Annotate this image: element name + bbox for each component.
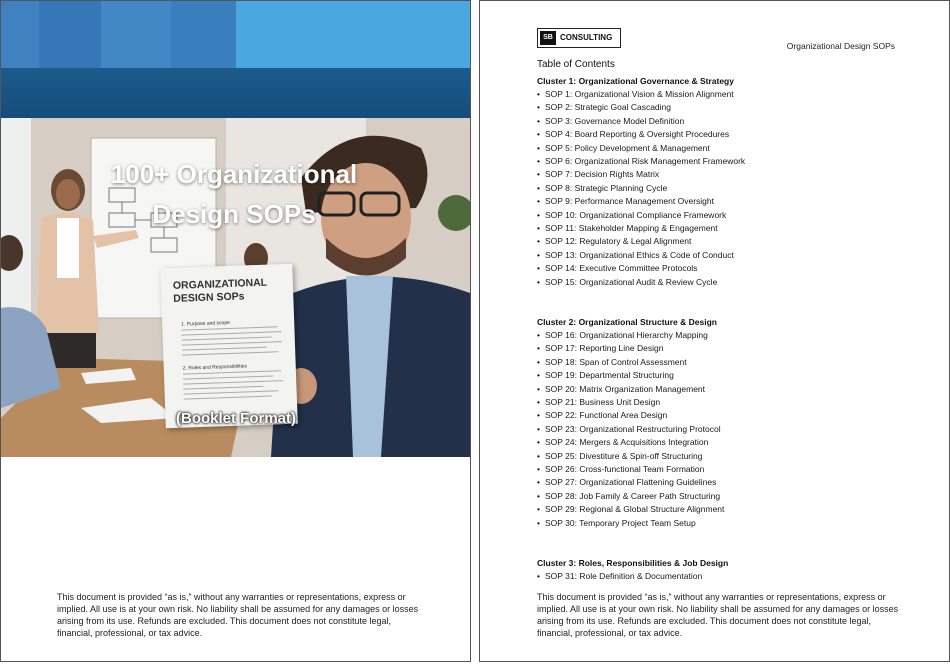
toc-item: • SOP 29: Regional & Global Structure Alignment xyxy=(537,503,917,516)
toc-item: • SOP 10: Organizational Compliance Framework xyxy=(537,209,917,222)
toc-item: • SOP 15: Organizational Audit & Review Cycle xyxy=(537,276,917,289)
toc-item: • SOP 7: Decision Rights Matrix xyxy=(537,168,917,181)
booklet-section-2: 2. Roles and Responsibilities xyxy=(182,363,248,372)
toc-item: • SOP 1: Organizational Vision & Mission Alignment xyxy=(537,88,917,101)
cover-title: 100+ Organizational Design SOPs xyxy=(110,159,358,229)
toc-item: • SOP 14: Executive Committee Protocols xyxy=(537,262,917,275)
toc-item: • SOP 12: Regulatory & Legal Alignment xyxy=(537,235,917,248)
cluster-2 xyxy=(537,316,917,530)
toc-disclaimer: This document is provided “as is,” without any warranties or representations, express or implied. All use is at your own risk. No liability shall be assumed for any damages or losses arising from its use. Refunds are excluded. This document does not constitute legal, financial, professional, or tax advice. xyxy=(537,592,899,638)
toc-item: • SOP 16: Organizational Hierarchy Mapping xyxy=(537,329,917,342)
cluster-1 xyxy=(537,75,917,289)
toc-item: • SOP 9: Performance Management Oversight xyxy=(537,195,917,208)
toc-list xyxy=(537,88,917,289)
toc-item: • SOP 26: Cross-functional Team Formation xyxy=(537,463,917,476)
logo-text: CONSULTING xyxy=(560,33,613,42)
toc-page xyxy=(479,0,950,662)
toc-item: • SOP 8: Strategic Planning Cycle xyxy=(537,182,917,195)
toc-item: • SOP 30: Temporary Project Team Setup xyxy=(537,517,917,530)
toc-item: • SOP 4: Board Reporting & Oversight Procedures xyxy=(537,128,917,141)
toc-item: • SOP 13: Organizational Ethics & Code of Conduct xyxy=(537,249,917,262)
cover-disclaimer: This document is provided “as is,” without any warranties or representations, express or implied. All use is at your own risk. No liability shall be assumed for any damages or losses arising from its use. Refunds are excluded. This document does not constitute legal, financial, professional, or tax advice. xyxy=(57,592,419,638)
toc-list xyxy=(537,570,917,583)
cluster-title: Cluster 3: Roles, Responsibilities & Job Design xyxy=(537,558,729,568)
cover-photo xyxy=(1,118,470,457)
booklet-section-1: 1. Purpose and scope xyxy=(181,319,230,328)
toc-item: • SOP 11: Stakeholder Mapping & Engagement xyxy=(537,222,917,235)
cluster-title: Cluster 1: Organizational Governance & Strategy xyxy=(537,76,734,86)
toc-item: • SOP 18: Span of Control Assessment xyxy=(537,356,917,369)
sb-consulting-logo xyxy=(537,28,621,48)
toc-heading: Table of Contents xyxy=(537,59,615,70)
cluster-title: Cluster 2: Organizational Structure & Design xyxy=(537,317,717,327)
toc-item: • SOP 25: Divestiture & Spin-off Structuring xyxy=(537,450,917,463)
cover-header-band xyxy=(1,1,470,118)
toc-item: • SOP 27: Organizational Flattening Guidelines xyxy=(537,476,917,489)
toc-item: • SOP 5: Policy Development & Management xyxy=(537,142,917,155)
toc-item: • SOP 19: Departmental Structuring xyxy=(537,369,917,382)
logo-mark: SB xyxy=(540,31,556,45)
booklet-title: ORGANIZATIONAL DESIGN SOPs xyxy=(172,276,268,305)
booklet-document xyxy=(160,264,298,429)
toc-item: • SOP 21: Business Unit Design xyxy=(537,396,917,409)
toc-item: • SOP 22: Functional Area Design xyxy=(537,409,917,422)
running-header: Organizational Design SOPs xyxy=(786,41,895,51)
toc-item: • SOP 6: Organizational Risk Management Framework xyxy=(537,155,917,168)
toc-item: • SOP 31: Role Definition & Documentation xyxy=(537,570,917,583)
cover-subtitle: (Booklet Format) xyxy=(176,410,296,427)
toc-item: • SOP 2: Strategic Goal Cascading xyxy=(537,101,917,114)
toc-item: • SOP 3: Governance Model Definition xyxy=(537,115,917,128)
toc-item: • SOP 20: Matrix Organization Management xyxy=(537,383,917,396)
cluster-3 xyxy=(537,557,917,583)
toc-item: • SOP 23: Organizational Restructuring Protocol xyxy=(537,423,917,436)
toc-list xyxy=(537,329,917,530)
toc-item: • SOP 28: Job Family & Career Path Structuring xyxy=(537,490,917,503)
cover-page xyxy=(0,0,471,662)
toc-item: • SOP 24: Mergers & Acquisitions Integration xyxy=(537,436,917,449)
toc-item: • SOP 17: Reporting Line Design xyxy=(537,342,917,355)
